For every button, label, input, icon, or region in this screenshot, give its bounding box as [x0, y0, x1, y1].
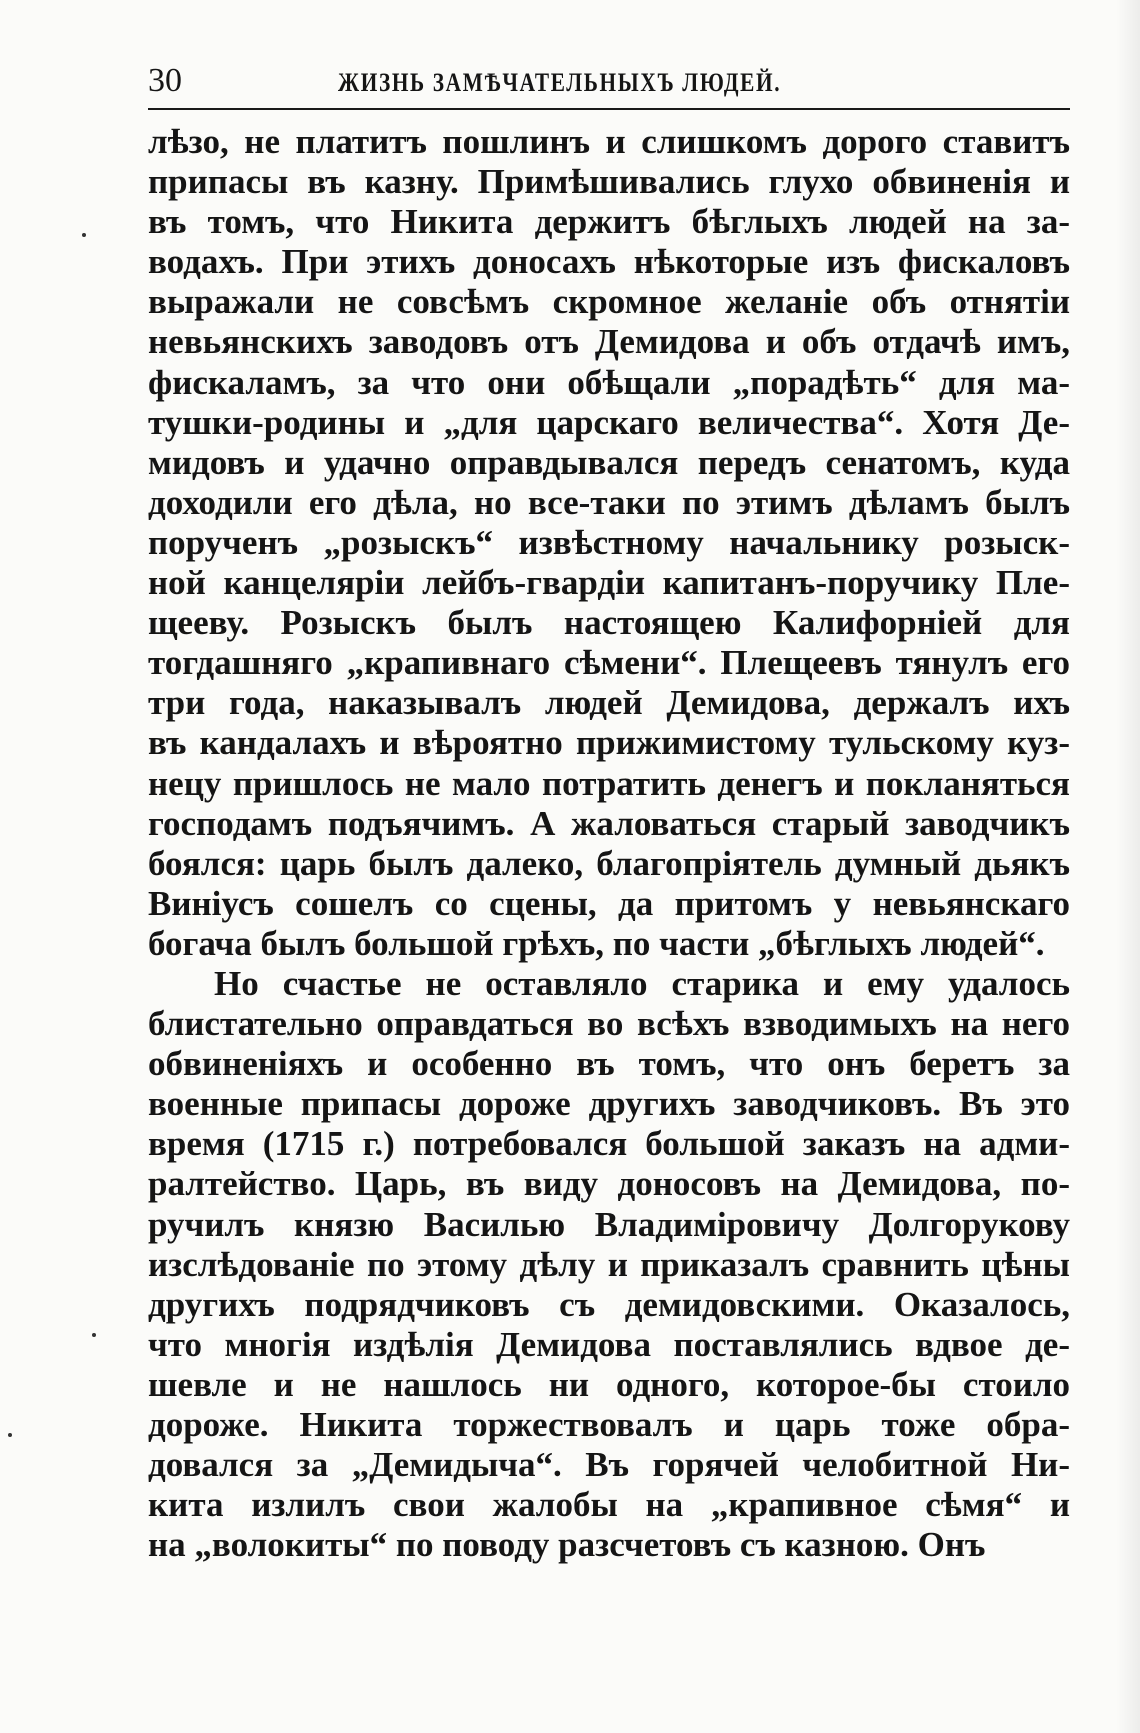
text-line: кита излилъ свои жалобы на „крапивное сѣмя“ и	[148, 1485, 1070, 1525]
text-line: Но счастье не оставляло старика и ему удалось	[214, 963, 1070, 1003]
text-line: невьянскихъ заводовъ отъ Демидова и объ отдачѣ имъ,	[148, 322, 1070, 362]
text-line: мидовъ и удачно оправдывался передъ сенатомъ, куда	[148, 442, 1070, 482]
book-page	[148, 62, 1070, 1565]
text-line: три года, наказывалъ людей Демидова, держалъ ихъ	[148, 683, 1070, 723]
text-line: Виніусъ сошелъ со сцены, да притомъ у невьянскаго	[148, 883, 1070, 923]
text-line: время (1715 г.) потребовался большой заказъ на адми-	[148, 1124, 1070, 1164]
text-line: богача былъ большой грѣхъ, по части „бѣглыхъ людей“.	[148, 923, 1045, 963]
text-line: лѣзо, не платитъ пошлинъ и слишкомъ дорого ставитъ	[148, 122, 1070, 161]
text-line: фискаламъ, за что они обѣщали „порадѣть“ для ма-	[148, 362, 1070, 402]
text-line: блистательно оправдаться во всѣхъ взводимыхъ на него	[148, 1004, 1070, 1044]
text-line: довался за „Демидыча“. Въ горячей челобитной Ни-	[148, 1445, 1070, 1485]
text-line: доходили его дѣла, но все-таки по этимъ дѣламъ былъ	[148, 482, 1070, 522]
text-line: обвиненіяхъ и особенно въ томъ, что онъ беретъ за	[148, 1044, 1070, 1084]
text-line: изслѣдованіе по этому дѣлу и приказалъ сравнить цѣны	[148, 1244, 1070, 1284]
text-line: тушки-родины и „для царскаго величества“. Хотя Де-	[148, 402, 1070, 442]
text-line: водахъ. При этихъ доносахъ нѣкоторые изъ фискаловъ	[148, 242, 1070, 282]
running-title: ЖИЗНЬ ЗАМѢЧАТЕЛЬНЫХЪ ЛЮДЕЙ.	[338, 68, 782, 97]
text-line: ной канцеляріи лейбъ-гвардіи капитанъ-поручику Пле-	[148, 563, 1070, 603]
text-line: боялся: царь былъ далеко, благопріятель думный дьякъ	[148, 843, 1070, 883]
text-line: нецу пришлось не мало потратить денегъ и покланяться	[148, 763, 1070, 803]
text-line: шевле и не нашлось ни одного, которое-бы стоило	[148, 1364, 1070, 1404]
page-edge-shadow	[1116, 0, 1140, 1733]
text-line: въ томъ, что Никита держитъ бѣглыхъ людей на за-	[148, 202, 1070, 242]
text-line: припасы въ казну. Примѣшивались глухо обвиненія и	[148, 162, 1070, 202]
text-line: тогдашняго „крапивнаго сѣмени“. Плещеевъ тянулъ его	[148, 643, 1070, 683]
text-line: господамъ подъячимъ. А жаловаться старый заводчикъ	[148, 803, 1070, 843]
margin-speck	[8, 1433, 12, 1437]
text-line: другихъ подрядчиковъ съ демидовскими. Оказалось,	[148, 1284, 1070, 1324]
page-number: 30	[148, 62, 182, 99]
paragraph-2	[148, 964, 1070, 1565]
paragraph-1	[148, 122, 1070, 964]
text-line: что многія издѣлія Демидова поставлялись вдвое де-	[148, 1324, 1070, 1364]
running-head	[148, 62, 1070, 110]
margin-speck	[92, 1333, 96, 1337]
text-line: военные припасы дороже другихъ заводчиковъ. Въ это	[148, 1084, 1070, 1124]
margin-speck	[82, 233, 86, 237]
text-line: выражали не совсѣмъ скромное желаніе объ отнятіи	[148, 282, 1070, 322]
text-line: на „волокиты“ по поводу разсчетовъ съ казною. Онъ	[148, 1525, 986, 1565]
text-line: порученъ „розыскъ“ извѣстному начальнику розыск-	[148, 522, 1070, 562]
body-text	[148, 122, 1070, 1565]
text-line: щееву. Розыскъ былъ настоящею Калифорніей для	[148, 603, 1070, 643]
text-line: ралтейство. Царь, въ виду доносовъ на Демидова, по-	[148, 1164, 1070, 1204]
text-line: ручилъ князю Василью Владиміровичу Долгорукову	[148, 1204, 1070, 1244]
text-line: въ кандалахъ и вѣроятно прижимистому тульскому куз-	[148, 723, 1070, 763]
text-line: дороже. Никита торжествовалъ и царь тоже обра-	[148, 1405, 1070, 1444]
